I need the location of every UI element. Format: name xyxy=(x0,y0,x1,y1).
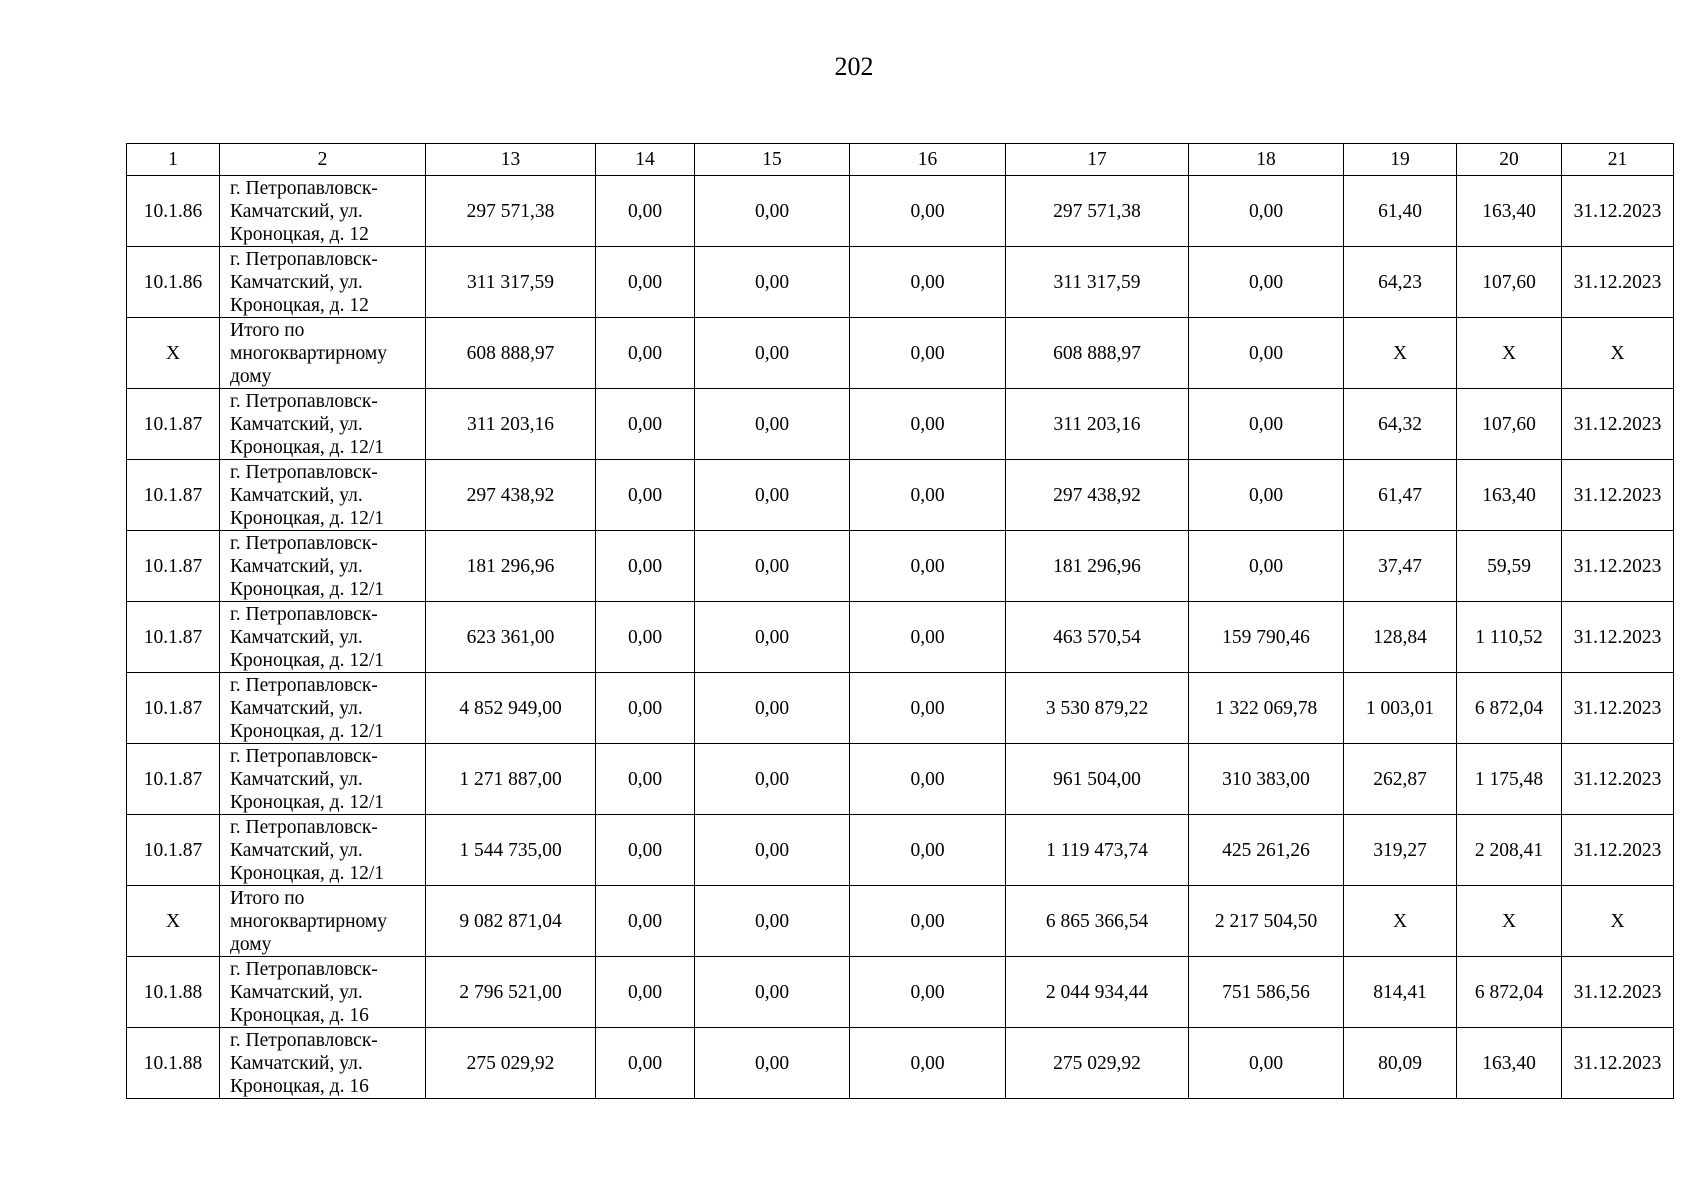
table-cell: 107,60 xyxy=(1457,247,1562,318)
table-cell: 751 586,56 xyxy=(1189,957,1344,1028)
table-cell: 0,00 xyxy=(850,815,1006,886)
address-cell: Итого по многоквартирному дому xyxy=(220,886,426,957)
table-cell: 425 261,26 xyxy=(1189,815,1344,886)
table-cell: 319,27 xyxy=(1344,815,1457,886)
header-row xyxy=(127,144,1674,176)
table-cell: 2 044 934,44 xyxy=(1006,957,1189,1028)
table-cell: 2 217 504,50 xyxy=(1189,886,1344,957)
address-cell: г. Петропавловск- Камчатский, ул. Кроноцкая, д. 16 xyxy=(220,1028,426,1099)
table-cell: 961 504,00 xyxy=(1006,744,1189,815)
table-cell: 0,00 xyxy=(695,886,850,957)
table-cell: 1 175,48 xyxy=(1457,744,1562,815)
table-row xyxy=(127,815,1674,886)
table-cell: 31.12.2023 xyxy=(1562,247,1674,318)
table-cell: 10.1.86 xyxy=(127,247,220,318)
table-cell: 623 361,00 xyxy=(426,602,596,673)
table-cell: 0,00 xyxy=(596,460,695,531)
table-cell: 0,00 xyxy=(695,389,850,460)
table-cell: 0,00 xyxy=(596,957,695,1028)
table-cell: 181 296,96 xyxy=(426,531,596,602)
address-cell: г. Петропавловск- Камчатский, ул. Кроноцкая, д. 12/1 xyxy=(220,531,426,602)
address-cell: г. Петропавловск- Камчатский, ул. Кроноцкая, д. 12 xyxy=(220,176,426,247)
table-cell: 31.12.2023 xyxy=(1562,531,1674,602)
table-cell: 0,00 xyxy=(850,602,1006,673)
table-cell: 0,00 xyxy=(596,1028,695,1099)
table-cell: 311 203,16 xyxy=(1006,389,1189,460)
table-cell: 10.1.87 xyxy=(127,460,220,531)
table-cell: 311 203,16 xyxy=(426,389,596,460)
table-cell: 1 119 473,74 xyxy=(1006,815,1189,886)
table-cell: 10.1.87 xyxy=(127,744,220,815)
table-cell: 31.12.2023 xyxy=(1562,602,1674,673)
table-cell: 163,40 xyxy=(1457,460,1562,531)
table-cell: 31.12.2023 xyxy=(1562,460,1674,531)
table-cell: 0,00 xyxy=(596,602,695,673)
column-header: 17 xyxy=(1006,144,1189,176)
table-cell: 0,00 xyxy=(695,176,850,247)
table-cell: 107,60 xyxy=(1457,389,1562,460)
table-cell: 0,00 xyxy=(596,247,695,318)
table-cell: 0,00 xyxy=(1189,389,1344,460)
table-cell: 275 029,92 xyxy=(1006,1028,1189,1099)
table-cell: 10.1.87 xyxy=(127,531,220,602)
table-cell: X xyxy=(1457,886,1562,957)
table-cell: 0,00 xyxy=(695,602,850,673)
table-cell: 0,00 xyxy=(1189,318,1344,389)
table-cell: 0,00 xyxy=(596,531,695,602)
table-cell: 0,00 xyxy=(695,247,850,318)
table-cell: 297 438,92 xyxy=(426,460,596,531)
table-cell: 814,41 xyxy=(1344,957,1457,1028)
table-cell: 0,00 xyxy=(1189,176,1344,247)
column-header: 16 xyxy=(850,144,1006,176)
table-cell: 163,40 xyxy=(1457,176,1562,247)
table-cell: X xyxy=(1562,886,1674,957)
table-cell: X xyxy=(1344,318,1457,389)
table-cell: 61,47 xyxy=(1344,460,1457,531)
table-cell: X xyxy=(127,886,220,957)
table-cell: 0,00 xyxy=(596,673,695,744)
table-row xyxy=(127,247,1674,318)
table-cell: 608 888,97 xyxy=(426,318,596,389)
table-cell: 0,00 xyxy=(596,815,695,886)
table-cell: 3 530 879,22 xyxy=(1006,673,1189,744)
table-cell: 0,00 xyxy=(596,176,695,247)
table-cell: 0,00 xyxy=(1189,531,1344,602)
table-cell: 0,00 xyxy=(850,247,1006,318)
table-cell: 0,00 xyxy=(695,531,850,602)
page-number: 202 xyxy=(834,52,874,81)
table-cell: 275 029,92 xyxy=(426,1028,596,1099)
table-cell: 61,40 xyxy=(1344,176,1457,247)
table-cell: 10.1.86 xyxy=(127,176,220,247)
table-cell: 0,00 xyxy=(850,176,1006,247)
table-cell: 10.1.87 xyxy=(127,602,220,673)
table-cell: 6 872,04 xyxy=(1457,673,1562,744)
table-cell: 0,00 xyxy=(695,744,850,815)
address-cell: г. Петропавловск- Камчатский, ул. Кроноцкая, д. 12/1 xyxy=(220,815,426,886)
table-row xyxy=(127,460,1674,531)
table-row xyxy=(127,1028,1674,1099)
table-cell: 1 110,52 xyxy=(1457,602,1562,673)
address-cell: Итого по многоквартирному дому xyxy=(220,318,426,389)
table-cell: 2 796 521,00 xyxy=(426,957,596,1028)
table-cell: X xyxy=(127,318,220,389)
table-cell: 1 322 069,78 xyxy=(1189,673,1344,744)
table-cell: 0,00 xyxy=(850,531,1006,602)
table-cell: X xyxy=(1562,318,1674,389)
column-header: 1 xyxy=(127,144,220,176)
column-header: 13 xyxy=(426,144,596,176)
table-cell: 0,00 xyxy=(695,1028,850,1099)
table-cell: 181 296,96 xyxy=(1006,531,1189,602)
table-row xyxy=(127,886,1674,957)
table-cell: 0,00 xyxy=(850,744,1006,815)
address-cell: г. Петропавловск- Камчатский, ул. Кроноцкая, д. 12/1 xyxy=(220,673,426,744)
table-cell: 0,00 xyxy=(695,460,850,531)
table-cell: 608 888,97 xyxy=(1006,318,1189,389)
table-row xyxy=(127,531,1674,602)
table-cell: 297 571,38 xyxy=(426,176,596,247)
table-cell: 64,23 xyxy=(1344,247,1457,318)
column-header: 18 xyxy=(1189,144,1344,176)
table-cell: 0,00 xyxy=(850,389,1006,460)
table-cell: 0,00 xyxy=(695,957,850,1028)
address-cell: г. Петропавловск- Камчатский, ул. Кроноцкая, д. 16 xyxy=(220,957,426,1028)
column-header: 20 xyxy=(1457,144,1562,176)
table-cell: 10.1.87 xyxy=(127,673,220,744)
table-cell: 0,00 xyxy=(695,673,850,744)
table-header xyxy=(127,144,1674,176)
table-cell: 31.12.2023 xyxy=(1562,744,1674,815)
column-header: 14 xyxy=(596,144,695,176)
table-cell: 0,00 xyxy=(596,389,695,460)
table-row xyxy=(127,744,1674,815)
table-cell: X xyxy=(1344,886,1457,957)
table-cell: 10.1.87 xyxy=(127,815,220,886)
table-row xyxy=(127,318,1674,389)
column-header: 2 xyxy=(220,144,426,176)
table-cell: 0,00 xyxy=(850,1028,1006,1099)
table-cell: 163,40 xyxy=(1457,1028,1562,1099)
table-cell: 0,00 xyxy=(850,957,1006,1028)
table-cell: 10.1.87 xyxy=(127,389,220,460)
table-row xyxy=(127,176,1674,247)
table-cell: 0,00 xyxy=(596,318,695,389)
table-cell: 1 003,01 xyxy=(1344,673,1457,744)
table-body xyxy=(127,176,1674,1099)
table-row xyxy=(127,673,1674,744)
table-cell: 0,00 xyxy=(596,744,695,815)
table-cell: 262,87 xyxy=(1344,744,1457,815)
table-cell: 10.1.88 xyxy=(127,1028,220,1099)
table-cell: 311 317,59 xyxy=(426,247,596,318)
table-cell: 0,00 xyxy=(596,886,695,957)
address-cell: г. Петропавловск- Камчатский, ул. Кроноцкая, д. 12/1 xyxy=(220,602,426,673)
table-cell: 31.12.2023 xyxy=(1562,815,1674,886)
table-cell: 80,09 xyxy=(1344,1028,1457,1099)
address-cell: г. Петропавловск- Камчатский, ул. Кроноцкая, д. 12 xyxy=(220,247,426,318)
table-cell: 159 790,46 xyxy=(1189,602,1344,673)
table-cell: 0,00 xyxy=(1189,1028,1344,1099)
table-cell: 463 570,54 xyxy=(1006,602,1189,673)
address-cell: г. Петропавловск- Камчатский, ул. Кроноцкая, д. 12/1 xyxy=(220,389,426,460)
column-header: 19 xyxy=(1344,144,1457,176)
table-cell: 9 082 871,04 xyxy=(426,886,596,957)
table-cell: 311 317,59 xyxy=(1006,247,1189,318)
table-cell: 2 208,41 xyxy=(1457,815,1562,886)
table-cell: 4 852 949,00 xyxy=(426,673,596,744)
table-cell: 64,32 xyxy=(1344,389,1457,460)
table-cell: 0,00 xyxy=(1189,460,1344,531)
table-cell: 31.12.2023 xyxy=(1562,389,1674,460)
table-row xyxy=(127,389,1674,460)
column-header: 15 xyxy=(695,144,850,176)
table-cell: 297 438,92 xyxy=(1006,460,1189,531)
table-row xyxy=(127,957,1674,1028)
table-cell: 31.12.2023 xyxy=(1562,1028,1674,1099)
table-cell: 1 544 735,00 xyxy=(426,815,596,886)
table-cell: 31.12.2023 xyxy=(1562,673,1674,744)
table-cell: 0,00 xyxy=(850,673,1006,744)
table-cell: 31.12.2023 xyxy=(1562,957,1674,1028)
table-cell: 37,47 xyxy=(1344,531,1457,602)
table-cell: 31.12.2023 xyxy=(1562,176,1674,247)
table-cell: 297 571,38 xyxy=(1006,176,1189,247)
table-cell: X xyxy=(1457,318,1562,389)
table-cell: 310 383,00 xyxy=(1189,744,1344,815)
table-cell: 0,00 xyxy=(850,460,1006,531)
table-cell: 6 872,04 xyxy=(1457,957,1562,1028)
table-cell: 6 865 366,54 xyxy=(1006,886,1189,957)
table-cell: 0,00 xyxy=(1189,247,1344,318)
address-cell: г. Петропавловск- Камчатский, ул. Кроноцкая, д. 12/1 xyxy=(220,744,426,815)
table-cell: 0,00 xyxy=(695,318,850,389)
table-cell: 1 271 887,00 xyxy=(426,744,596,815)
address-cell: г. Петропавловск- Камчатский, ул. Кроноцкая, д. 12/1 xyxy=(220,460,426,531)
column-header: 21 xyxy=(1562,144,1674,176)
table-cell: 59,59 xyxy=(1457,531,1562,602)
table-cell: 128,84 xyxy=(1344,602,1457,673)
table-cell: 0,00 xyxy=(850,318,1006,389)
table-cell: 0,00 xyxy=(695,815,850,886)
table-row xyxy=(127,602,1674,673)
table-cell: 0,00 xyxy=(850,886,1006,957)
table-cell: 10.1.88 xyxy=(127,957,220,1028)
data-table xyxy=(126,143,1674,1099)
